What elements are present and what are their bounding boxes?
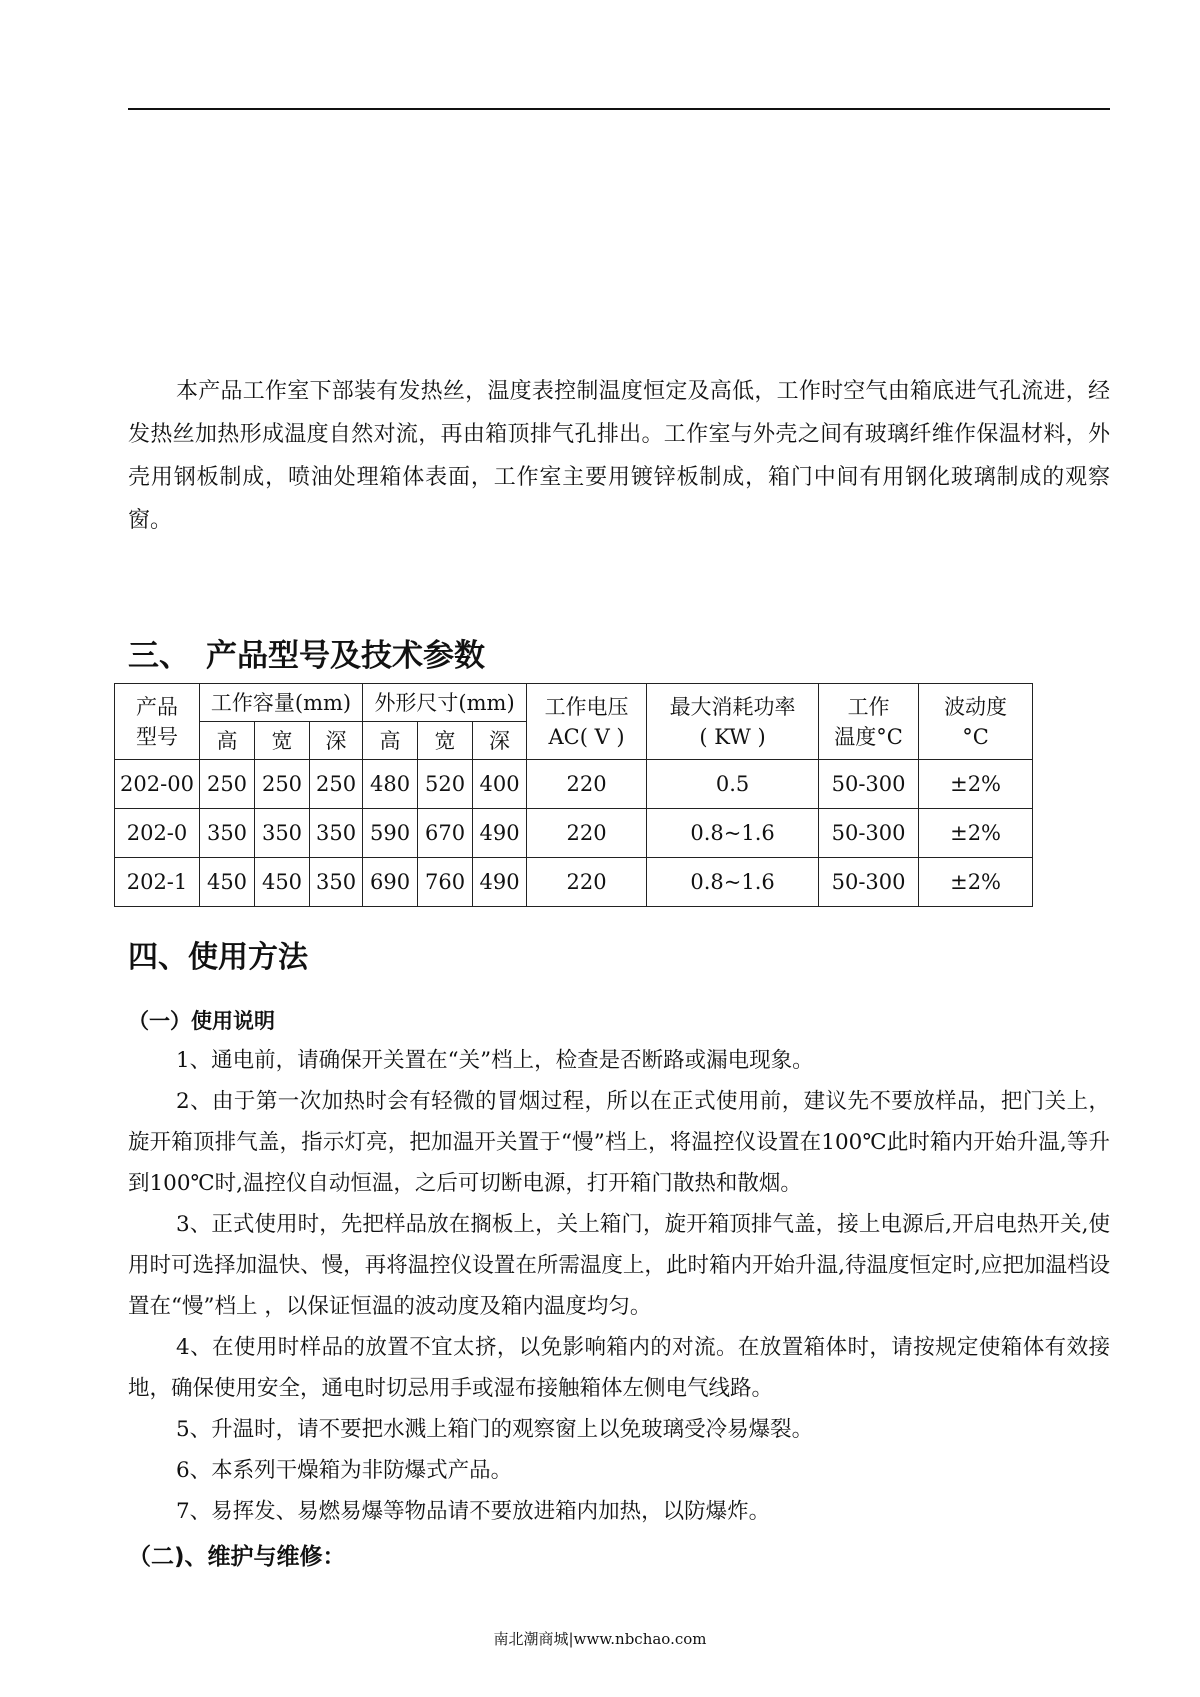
- cell-outer-height: 690: [363, 858, 418, 907]
- header-voltage: 工作电压 AC( V ): [527, 684, 647, 760]
- cell-voltage: 220: [527, 760, 647, 809]
- header-rule: [128, 108, 1110, 110]
- cell-model: 202-00: [115, 760, 200, 809]
- cell-outer-width: 520: [418, 760, 473, 809]
- header-outer-size: 外形尺寸(mm): [363, 684, 527, 722]
- header-fluctuation: 波动度 °C: [919, 684, 1033, 760]
- usage-steps: [128, 1040, 1110, 1532]
- list-item: 2、由于第一次加热时会有轻微的冒烟过程，所以在正式使用前，建议先不要放样品，把门关上，旋开箱顶排气盖，指示灯亮，把加温开关置于“慢”档上，将温控仪设置在100℃此时箱内开始升温,等升到100℃时,温控仪自动恒温，之后可切断电源，打开箱门散热和散烟。: [128, 1089, 1110, 1196]
- page-footer: 南北潮商城|www.nbchao.com: [493, 1630, 707, 1648]
- header-capacity: 工作容量(mm): [200, 684, 363, 722]
- maintenance-heading: （二)、维护与维修：: [128, 1544, 346, 1570]
- cell-capacity-width: 450: [255, 858, 310, 907]
- sub-capacity-height: 高: [200, 722, 255, 760]
- cell-outer-depth: 490: [473, 809, 527, 858]
- cell-model: 202-1: [115, 858, 200, 907]
- cell-temperature: 50-300: [819, 809, 919, 858]
- cell-power: 0.8~1.6: [647, 809, 819, 858]
- section-3-title: 产品型号及技术参数: [206, 638, 485, 674]
- cell-capacity-height: 350: [200, 809, 255, 858]
- cell-voltage: 220: [527, 858, 647, 907]
- cell-power: 0.5: [647, 760, 819, 809]
- sub-outer-height: 高: [363, 722, 418, 760]
- header-power: 最大消耗功率 ( KW ): [647, 684, 819, 760]
- cell-capacity-depth: 350: [310, 858, 363, 907]
- header-temperature: 工作 温度°C: [819, 684, 919, 760]
- cell-outer-depth: 490: [473, 858, 527, 907]
- cell-capacity-depth: 250: [310, 760, 363, 809]
- cell-fluctuation: ±2%: [919, 809, 1033, 858]
- section-4-heading: 四、使用方法: [128, 940, 308, 975]
- list-item: 7、易挥发、易燃易爆等物品请不要放进箱内加热，以防爆炸。: [176, 1499, 771, 1524]
- cell-power: 0.8~1.6: [647, 858, 819, 907]
- cell-capacity-height: 450: [200, 858, 255, 907]
- cell-fluctuation: ±2%: [919, 858, 1033, 907]
- cell-fluctuation: ±2%: [919, 760, 1033, 809]
- cell-outer-depth: 400: [473, 760, 527, 809]
- usage-heading: （一）使用说明: [128, 1009, 275, 1033]
- table-header-row: [115, 684, 1033, 722]
- cell-capacity-width: 350: [255, 809, 310, 858]
- cell-model: 202-0: [115, 809, 200, 858]
- cell-outer-width: 760: [418, 858, 473, 907]
- cell-temperature: 50-300: [819, 760, 919, 809]
- cell-capacity-depth: 350: [310, 809, 363, 858]
- list-item: 6、本系列干燥箱为非防爆式产品。: [176, 1458, 513, 1483]
- list-item: 1、通电前，请确保开关置在“关”档上，检查是否断路或漏电现象。: [176, 1048, 814, 1073]
- spec-table: [114, 683, 1033, 907]
- sub-capacity-depth: 深: [310, 722, 363, 760]
- intro-paragraph: 本产品工作室下部装有发热丝，温度表控制温度恒定及高低，工作时空气由箱底进气孔流进，经发热丝加热形成温度自然对流，再由箱顶排气孔排出。工作室与外壳之间有玻璃纤维作保温材料，外壳用钢板制成，喷油处理箱体表面，工作室主要用镀锌板制成，箱门中间有用钢化玻璃制成的观察窗。: [128, 379, 1110, 533]
- table-row: [115, 809, 1033, 858]
- list-item: 5、升温时，请不要把水溅上箱门的观察窗上以免玻璃受冷易爆裂。: [176, 1417, 814, 1442]
- cell-outer-width: 670: [418, 809, 473, 858]
- section-3-number: 三、: [128, 638, 190, 674]
- cell-temperature: 50-300: [819, 858, 919, 907]
- table-row: [115, 858, 1033, 907]
- cell-outer-height: 480: [363, 760, 418, 809]
- section-3-heading: [128, 630, 485, 675]
- list-item: 4、在使用时样品的放置不宜太挤，以免影响箱内的对流。在放置箱体时，请按规定使箱体有效接地，确保使用安全，通电时切忌用手或湿布接触箱体左侧电气线路。: [128, 1335, 1110, 1401]
- header-model: 产品 型号: [115, 684, 200, 760]
- sub-capacity-width: 宽: [255, 722, 310, 760]
- sub-outer-depth: 深: [473, 722, 527, 760]
- cell-capacity-width: 250: [255, 760, 310, 809]
- table-row: [115, 760, 1033, 809]
- list-item: 3、正式使用时，先把样品放在搁板上，关上箱门，旋开箱顶排气盖，接上电源后,开启电热开关,使用时可选择加温快、慢，再将温控仪设置在所需温度上，此时箱内开始升温,待温度恒定时,应把加温档设置在“慢”档上 ，以保证恒温的波动度及箱内温度均匀。: [128, 1212, 1110, 1319]
- cell-capacity-height: 250: [200, 760, 255, 809]
- sub-outer-width: 宽: [418, 722, 473, 760]
- cell-voltage: 220: [527, 809, 647, 858]
- cell-outer-height: 590: [363, 809, 418, 858]
